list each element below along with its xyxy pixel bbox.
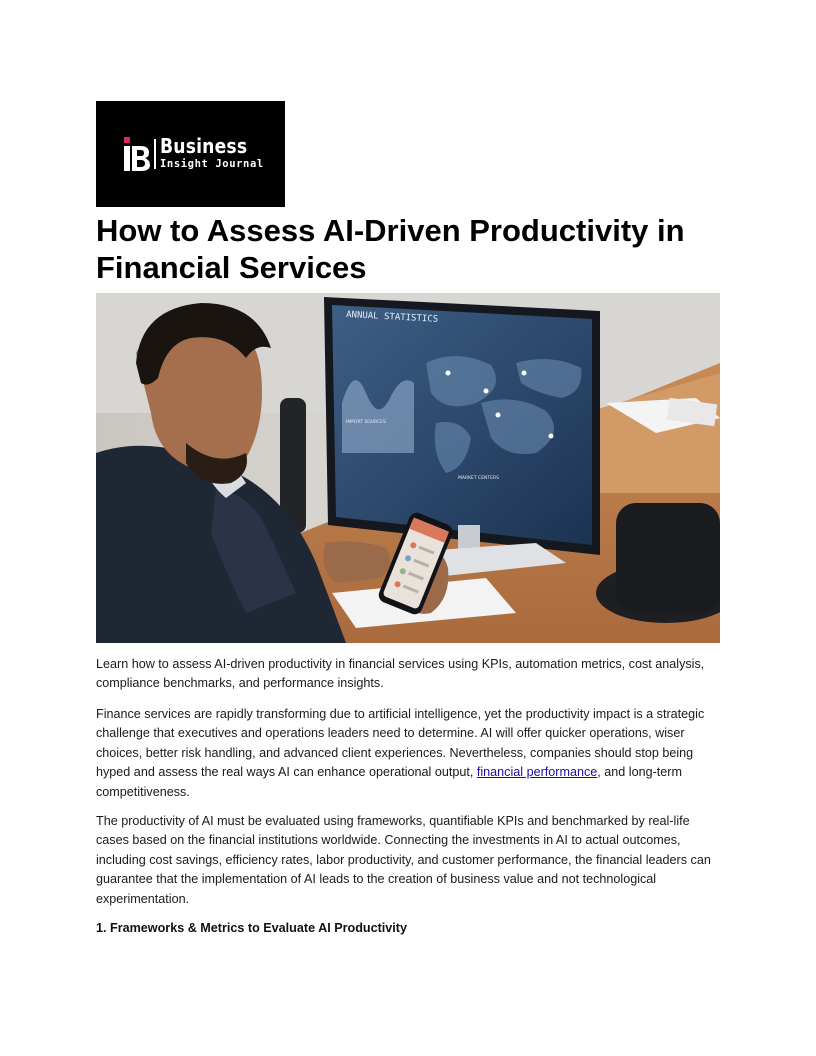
site-logo[interactable] [96,101,285,207]
hero-image [96,293,720,643]
article-paragraph-3: The productivity of AI must be evaluated using frameworks, quantifiable KPIs and benchmarked by real-life cases based on the financial institutions worldwide. Connecting the investments in AI to actual outcomes, including cost savings, efficiency rates, labor productivity, and customer performance, the financial leaders can guarantee that the implementation of AI leads to the creation of business value and not technological experimentation. [96,814,711,906]
b-logo-icon [124,137,150,171]
paragraph-2-text-after: , and long-term competitiveness. [96,765,682,799]
paragraph-2-text-before: Finance services are rapidly transforming due to artificial intelligence, yet the productivity impact is a strategic challenge that executives and operations leaders need to determine. AI will offer quicker operations, wiser choices, better risk handling, and advanced client experiences. Nevertheless, companies should stop being hyped and assess the real ways AI can enhance operational output, [96,707,705,780]
financial-performance-link[interactable]: financial performance [476,765,598,780]
logo-wordmark-business: Business [160,134,248,158]
section-heading: 1. Frameworks & Metrics to Evaluate AI Productivity [96,921,407,935]
article-intro: Learn how to assess AI-driven productivity in financial services using KPIs, automation metrics, cost analysis, compliance benchmarks, and performance insights. [96,657,705,691]
screen-label-right: MARKET CENTERS [458,476,499,481]
screen-title-text: ANNUAL STATISTICS [345,310,439,325]
screen-label-left: IMPORT SOURCES [346,420,386,425]
article-paragraph-2 [96,705,720,802]
article-title: How to Assess AI-Driven Productivity in Financial Services [96,213,685,285]
logo-wordmark-insight-journal: Insight Journal [160,158,264,170]
logo-divider [154,139,156,169]
